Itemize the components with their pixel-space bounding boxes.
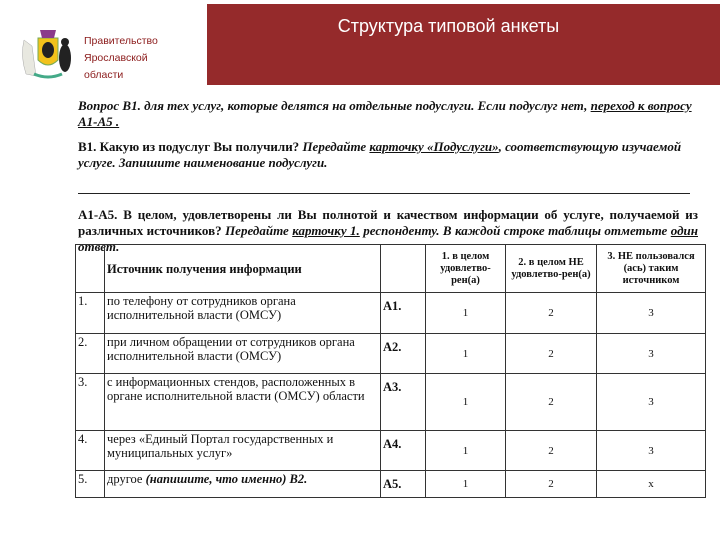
row-number: 3.: [76, 374, 105, 431]
header-cell: [381, 245, 426, 293]
questionnaire-text: [78, 98, 708, 255]
question-b1: [78, 139, 708, 171]
text: Вопрос В1. для тех услуг, которые делятся на отдельные подуслуги. Если подуслуг нет,: [78, 98, 591, 113]
source-cell: [105, 471, 381, 498]
table-row: [76, 334, 706, 374]
text: , соответствующую изучаемой услуге. Запишите наименование подуслуги.: [78, 139, 682, 170]
answer-cell[interactable]: 3: [597, 431, 706, 471]
source-cell: через «Единый Портал государственных и муниципальных услуг»: [105, 431, 381, 471]
skip-instruction: переход к вопросу А1-А5 .: [78, 98, 692, 129]
table-row: [76, 374, 706, 431]
card-ref: карточку «Подуслуги»: [369, 139, 499, 154]
org-line: области: [84, 69, 124, 81]
text: В1. Какую из подуслуг Вы получили?: [78, 139, 303, 154]
code-cell: А2.: [381, 334, 426, 374]
header-cell: [76, 245, 105, 293]
code-cell: А4.: [381, 431, 426, 471]
source-cell: с информационных стендов, расположенных в органе исполнительной власти (ОМСУ) области: [105, 374, 381, 431]
answer-line: [78, 193, 690, 194]
text: респонденту. В каждой строке таблицы отметьте: [359, 223, 671, 238]
source-cell: при личном обращении от сотрудников органа исполнительной власти (ОМСУ): [105, 334, 381, 374]
answer-cell[interactable]: 1: [426, 334, 506, 374]
slide-title: Структура типовой анкеты: [337, 16, 560, 36]
answer-cell[interactable]: 1: [426, 431, 506, 471]
text: другое: [107, 472, 146, 486]
code-cell: А3.: [381, 374, 426, 431]
card-ref: карточку 1.: [292, 223, 360, 238]
text: Передайте: [225, 223, 293, 238]
row-number: 2.: [76, 334, 105, 374]
title-banner: [207, 4, 720, 85]
answer-cell[interactable]: 1: [426, 471, 506, 498]
answer-cell[interactable]: 2: [506, 374, 597, 431]
answer-cell[interactable]: 3: [597, 334, 706, 374]
answer-cell[interactable]: 1: [426, 374, 506, 431]
table-header-row: [76, 245, 706, 293]
row-number: 5.: [76, 471, 105, 498]
table-row: [76, 431, 706, 471]
row-number: 4.: [76, 431, 105, 471]
organization-name: [84, 33, 158, 84]
answer-cell[interactable]: 1: [426, 293, 506, 334]
coat-of-arms-logo: [18, 26, 78, 80]
table-row: [76, 471, 706, 498]
answer-cell[interactable]: х: [597, 471, 706, 498]
text: (напишите, что именно) В2.: [145, 472, 308, 486]
answer-cell[interactable]: 3: [597, 293, 706, 334]
code-cell: А1.: [381, 293, 426, 334]
text: Передайте: [302, 139, 370, 154]
row-number: 1.: [76, 293, 105, 334]
org-line: Ярославской: [84, 52, 148, 64]
code-cell: А5.: [381, 471, 426, 498]
table-row: [76, 293, 706, 334]
header-cell: 3. НЕ пользовался (ась) таким источником: [597, 245, 706, 293]
header-cell: Источник получения информации: [105, 245, 381, 293]
text: А1-А5. В целом, удовлетворены ли Вы полнотой и качеством информации об услуге, получаемой из различных источников?: [78, 207, 698, 238]
header-cell: 1. в целом удовлетво-рен(а): [426, 245, 506, 293]
sources-table: [75, 244, 706, 498]
text: один: [670, 223, 698, 238]
answer-cell[interactable]: 2: [506, 334, 597, 374]
answer-cell[interactable]: 2: [506, 293, 597, 334]
source-cell: по телефону от сотрудников органа исполнительной власти (ОМСУ): [105, 293, 381, 334]
answer-cell[interactable]: 3: [597, 374, 706, 431]
text: ответ.: [78, 239, 120, 254]
note-b1: [78, 98, 708, 130]
answer-cell[interactable]: 2: [506, 471, 597, 498]
org-line: Правительство: [84, 35, 158, 47]
answer-cell[interactable]: 2: [506, 431, 597, 471]
header-cell: 2. в целом НЕ удовлетво-рен(а): [506, 245, 597, 293]
